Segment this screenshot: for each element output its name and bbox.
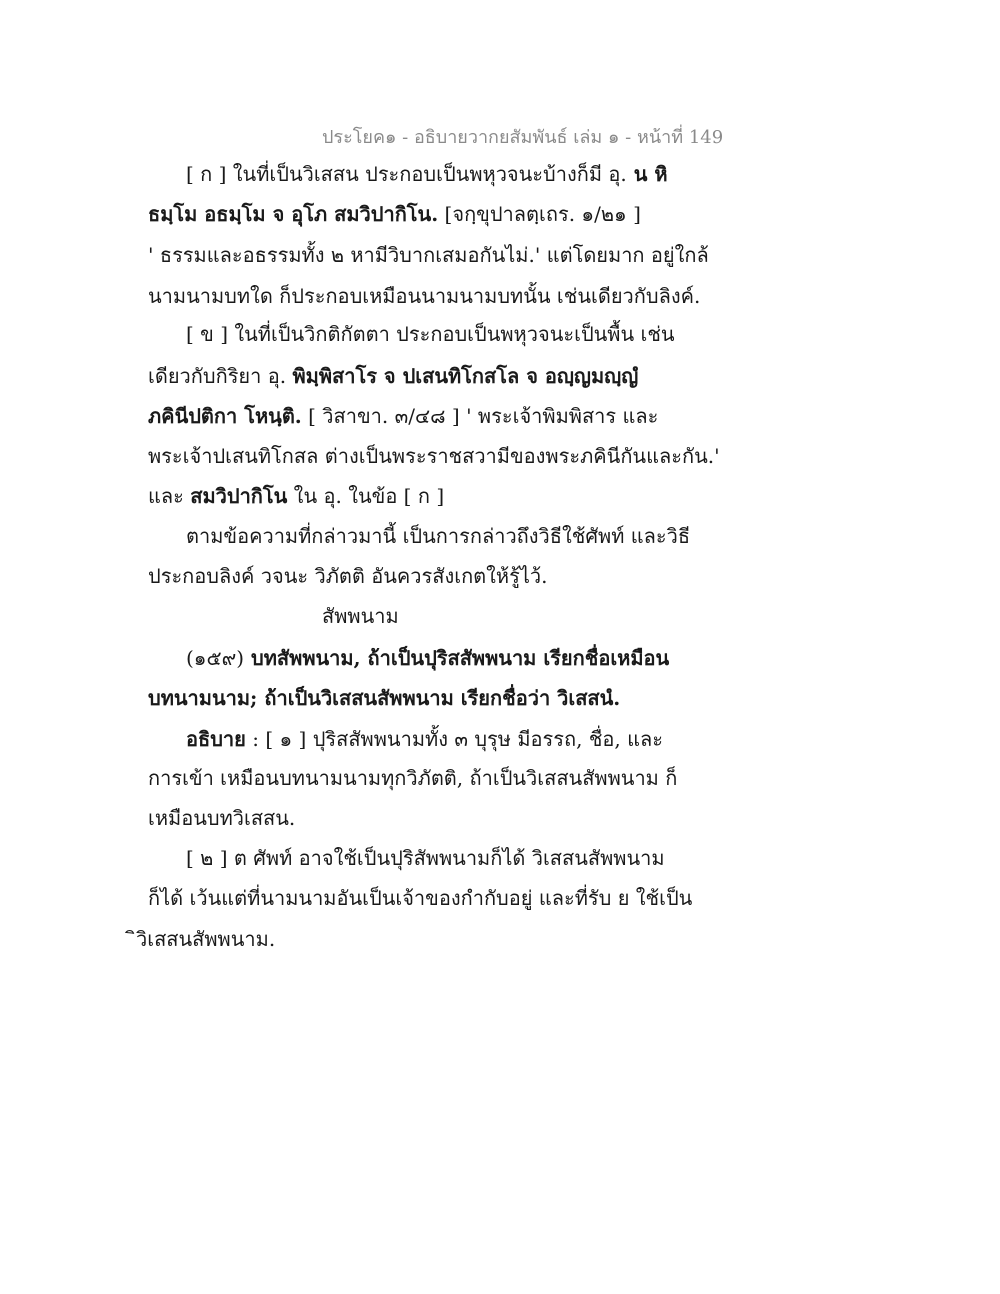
rule-line-1 bbox=[186, 644, 669, 672]
section-title: สัพพนาม bbox=[322, 604, 399, 628]
p2-line-3 bbox=[148, 402, 658, 430]
expl1-line-3: เหมือนบทวิเสสน. bbox=[148, 806, 296, 830]
p2-line-4: พระเจ้าปเสนทิโกสล ต่างเป็นพระราชสวามีของพระภคินีกันและกัน.' bbox=[148, 444, 720, 468]
p1-line-3: ' ธรรมและอธรรมทั้ง ๒ หามีวิบากเสมอกันไม่.' แต่โดยมาก อยู่ใกล้ bbox=[148, 243, 709, 267]
p2-line-2-text: เดียวกับกิริยา อุ. bbox=[148, 364, 293, 388]
p1-line-4: นามนามบทใด ก็ประกอบเหมือนนามนามบทนั้น เช่นเดียวกับลิงค์. bbox=[148, 284, 701, 308]
expl1-line-1 bbox=[186, 725, 663, 753]
expl2-line-1: [ ๒ ] ต ศัพท์ อาจใช้เป็นปุริสัพพนามก็ได้ วิเสสนสัพพนาม bbox=[186, 846, 665, 870]
expl1-label: อธิบาย bbox=[186, 727, 246, 751]
p1-line-2 bbox=[148, 200, 641, 228]
p2-line-3-text: [ วิสาขา. ๓/๔๘ ] ' พระเจ้าพิมพิสาร และ bbox=[301, 404, 659, 428]
p3-line-1: ตามข้อความที่กล่าวมานี้ เป็นการกล่าวถึงวิธีใช้ศัพท์ และวิธี bbox=[186, 524, 691, 548]
p1-line-1 bbox=[186, 160, 668, 188]
running-header: ประโยค๑ - อธิบายวากยสัมพันธ์ เล่ม ๑ - หน้าที่ 149 bbox=[322, 127, 724, 148]
rule-line-2-text: บทนามนาม; ถ้าเป็นวิเสสนสัพพนาม เรียกชื่อว่า วิเสสนํ. bbox=[148, 686, 621, 710]
p1-line-2-ref: [จกฺขุปาลตฺเถร. ๑/๒๑ ] bbox=[438, 202, 641, 226]
rule-line-1-text: บทสัพพนาม, ถ้าเป็นปุริสสัพพนาม เรียกชื่อเหมือน bbox=[244, 646, 670, 670]
p2-line-2-pali: พิมฺพิสาโร จ ปเสนทิโกสโล จ อญฺญมญฺญํ bbox=[292, 364, 639, 388]
p2-line-1: [ ข ] ในที่เป็นวิกติกัตตา ประกอบเป็นพหุวจนะเป็นพื้น เช่น bbox=[186, 322, 675, 346]
p2-line-5-a: และ bbox=[148, 484, 191, 508]
p1-line-2-pali: ธมฺโม อธมฺโม จ อุโภ สมวิปากิโน. bbox=[148, 202, 439, 226]
p1-line-1-pali: น หิ bbox=[626, 162, 668, 186]
rule-number: (๑๕๙) bbox=[186, 646, 245, 670]
p1-line-1-text: [ ก ] ในที่เป็นวิเสสน ประกอบเป็นพหุวจนะบ้างก็มี อุ. bbox=[186, 162, 627, 186]
expl1-line-1-text: : [ ๑ ] ปุริสสัพพนามทั้ง ๓ บุรุษ มีอรรถ, ชื่อ, และ bbox=[245, 727, 664, 751]
p2-line-3-pali: ภคินีปติกา โหนฺติ. bbox=[148, 404, 302, 428]
expl2-line-3: ิวิเสสนสัพพนาม. bbox=[136, 927, 276, 951]
p2-line-5 bbox=[148, 482, 444, 510]
expl1-line-2: การเข้า เหมือนบทนามนามทุกวิภัตติ, ถ้าเป็นวิเสสนสัพพนาม ก็ bbox=[148, 766, 678, 790]
p2-line-5-b: ใน อุ. ในข้อ [ ก ] bbox=[287, 484, 445, 508]
p2-line-5-pali: สมวิปากิโน bbox=[190, 484, 288, 508]
p2-line-2 bbox=[148, 362, 638, 390]
rule-line-2 bbox=[148, 684, 620, 712]
p3-line-2: ประกอบลิงค์ วจนะ วิภัตติ อันควรสังเกตให้รู้ไว้. bbox=[148, 564, 548, 588]
expl2-line-2: ก็ได้ เว้นแต่ที่นามนามอันเป็นเจ้าของกำกับอยู่ และที่รับ ย ใช้เป็น bbox=[148, 886, 693, 910]
